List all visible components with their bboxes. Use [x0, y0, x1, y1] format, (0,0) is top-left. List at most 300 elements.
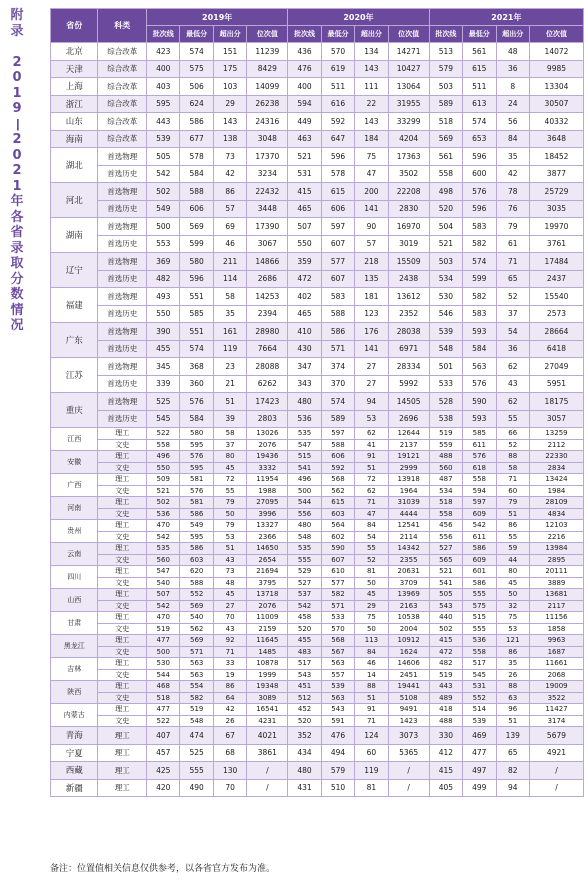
score-cell: 3877: [529, 165, 583, 183]
score-cell: 498: [429, 183, 462, 201]
score-cell: 71: [496, 253, 529, 271]
score-cell: 607: [321, 270, 354, 288]
score-cell: 84: [496, 130, 529, 148]
table-row: [51, 148, 584, 166]
score-cell: 586: [463, 577, 496, 589]
score-cell: 218: [355, 253, 388, 271]
score-cell: 477: [147, 635, 180, 647]
score-cell: 519: [147, 623, 180, 635]
score-cell: 502: [429, 623, 462, 635]
score-cell: 339: [147, 375, 180, 393]
score-cell: 521: [429, 566, 462, 578]
province-cell: 北京: [51, 43, 98, 61]
score-cell: 507: [288, 218, 321, 236]
score-cell: 615: [321, 497, 354, 509]
score-cell: /: [388, 779, 429, 797]
score-cell: 88: [496, 681, 529, 693]
score-cell: 476: [321, 727, 354, 745]
score-cell: 647: [321, 130, 354, 148]
subject-cell: 理工: [98, 635, 147, 647]
score-cell: 549: [180, 520, 213, 532]
score-cell: 114: [213, 270, 246, 288]
score-cell: 36: [496, 60, 529, 78]
score-cell: 488: [429, 715, 462, 727]
score-cell: 518: [147, 692, 180, 704]
score-cell: 480: [288, 393, 321, 411]
score-cell: 13984: [529, 543, 583, 555]
score-cell: 465: [288, 200, 321, 218]
table-row: [51, 589, 584, 601]
province-cell: 湖北: [51, 148, 98, 183]
score-cell: 20631: [388, 566, 429, 578]
score-cell: 60: [496, 485, 529, 497]
score-cell: 11156: [529, 612, 583, 624]
score-cell: 407: [147, 727, 180, 745]
score-cell: 519: [180, 704, 213, 716]
score-cell: 1687: [529, 646, 583, 658]
header-col: 批次线: [147, 26, 180, 43]
score-cell: 472: [429, 646, 462, 658]
score-cell: 581: [180, 497, 213, 509]
score-cell: 606: [321, 200, 354, 218]
score-cell: 35: [496, 148, 529, 166]
score-cell: 521: [429, 235, 462, 253]
subject-cell: 首选物理: [98, 183, 147, 201]
province-cell: 辽宁: [51, 253, 98, 288]
score-cell: 509: [147, 474, 180, 486]
score-cell: 507: [147, 589, 180, 601]
score-cell: 2654: [247, 554, 288, 566]
side-title-char: 0: [12, 70, 22, 85]
score-cell: 542: [147, 600, 180, 612]
score-cell: 22330: [529, 451, 583, 463]
score-cell: 94: [355, 393, 388, 411]
score-cell: 470: [147, 520, 180, 532]
header-col: 超出分: [213, 26, 246, 43]
score-cell: 143: [355, 60, 388, 78]
score-cell: 510: [321, 779, 354, 797]
score-cell: 410: [288, 323, 321, 341]
score-cell: 13026: [247, 428, 288, 440]
score-cell: 52: [496, 439, 529, 451]
score-cell: 544: [147, 669, 180, 681]
province-cell: 海南: [51, 130, 98, 148]
table-row: [51, 130, 584, 148]
score-cell: 51: [496, 508, 529, 520]
score-cell: 374: [321, 358, 354, 376]
header-col: 批次线: [429, 26, 462, 43]
header-col: 最低分: [180, 26, 213, 43]
score-cell: 3889: [529, 577, 583, 589]
score-cell: 10538: [388, 612, 429, 624]
score-cell: 13259: [529, 428, 583, 440]
header-col: 位次值: [247, 26, 288, 43]
score-cell: 550: [147, 462, 180, 474]
subject-cell: 首选历史: [98, 305, 147, 323]
score-cell: 539: [321, 681, 354, 693]
score-cell: 565: [429, 554, 462, 566]
subject-cell: 综合改革: [98, 60, 147, 78]
score-cell: 2216: [529, 531, 583, 543]
score-cell: 575: [180, 60, 213, 78]
table-row: [51, 43, 584, 61]
score-cell: 17363: [388, 148, 429, 166]
side-title-char: 2: [12, 132, 22, 147]
score-cell: 588: [321, 439, 354, 451]
score-cell: 22432: [247, 183, 288, 201]
score-cell: 2117: [529, 600, 583, 612]
score-cell: 539: [463, 715, 496, 727]
header-subject: 科类: [98, 9, 147, 43]
table-row: [51, 474, 584, 486]
score-cell: 73: [213, 566, 246, 578]
score-cell: 51: [213, 543, 246, 555]
score-cell: 2159: [247, 623, 288, 635]
side-title-char: 录: [10, 240, 24, 256]
score-cell: 576: [180, 485, 213, 497]
province-cell: 甘肃: [51, 612, 98, 635]
score-cell: 3996: [247, 508, 288, 520]
score-cell: 81: [355, 779, 388, 797]
score-cell: 593: [463, 323, 496, 341]
score-cell: 543: [288, 669, 321, 681]
score-cell: 476: [288, 60, 321, 78]
score-cell: 5951: [529, 375, 583, 393]
score-cell: 596: [321, 148, 354, 166]
table-row: [51, 762, 584, 780]
score-cell: 19: [213, 669, 246, 681]
subject-cell: 首选物理: [98, 253, 147, 271]
score-cell: 43: [496, 375, 529, 393]
score-cell: 211: [213, 253, 246, 271]
province-cell: 宁夏: [51, 744, 98, 762]
score-cell: 91: [355, 704, 388, 716]
score-cell: 519: [429, 428, 462, 440]
score-cell: 580: [180, 253, 213, 271]
score-cell: 343: [288, 375, 321, 393]
table-row: [51, 635, 584, 647]
province-cell: 福建: [51, 288, 98, 323]
province-cell: 吉林: [51, 658, 98, 681]
score-cell: 3048: [247, 130, 288, 148]
table-row: [51, 520, 584, 532]
score-cell: 2834: [529, 462, 583, 474]
table-row: [51, 270, 584, 288]
score-cell: 18452: [529, 148, 583, 166]
score-cell: 19436: [247, 451, 288, 463]
score-cell: 9985: [529, 60, 583, 78]
score-cell: 14505: [388, 393, 429, 411]
score-cell: 28038: [388, 323, 429, 341]
header-col: 批次线: [288, 26, 321, 43]
score-cell: 602: [321, 531, 354, 543]
score-cell: 14650: [247, 543, 288, 555]
score-cell: 43: [213, 623, 246, 635]
score-cell: 37: [496, 305, 529, 323]
score-cell: 64: [213, 692, 246, 704]
score-cell: 607: [321, 235, 354, 253]
score-cell: 497: [463, 762, 496, 780]
score-cell: 430: [288, 340, 321, 358]
score-cell: 595: [147, 95, 180, 113]
score-cell: 50: [355, 577, 388, 589]
score-cell: 2068: [529, 669, 583, 681]
score-cell: 569: [180, 218, 213, 236]
score-cell: 14606: [388, 658, 429, 670]
score-cell: 75: [496, 612, 529, 624]
score-cell: 13718: [247, 589, 288, 601]
table-row: [51, 727, 584, 745]
score-cell: 594: [288, 95, 321, 113]
score-cell: 4834: [529, 508, 583, 520]
score-cell: 35: [213, 305, 246, 323]
score-cell: 517: [463, 658, 496, 670]
score-cell: 3057: [529, 410, 583, 428]
score-cell: 520: [288, 623, 321, 635]
header-col: 位次值: [529, 26, 583, 43]
score-cell: 27: [355, 358, 388, 376]
table-row: [51, 543, 584, 555]
score-cell: 585: [180, 305, 213, 323]
score-cell: 603: [321, 508, 354, 520]
score-cell: 551: [180, 323, 213, 341]
score-cell: 522: [147, 715, 180, 727]
score-cell: 611: [463, 531, 496, 543]
score-cell: 10878: [247, 658, 288, 670]
score-cell: 586: [180, 508, 213, 520]
score-cell: 517: [288, 658, 321, 670]
score-cell: 515: [288, 451, 321, 463]
score-cell: 511: [321, 78, 354, 96]
score-cell: 547: [147, 566, 180, 578]
score-cell: 590: [463, 393, 496, 411]
score-cell: 151: [213, 43, 246, 61]
score-cell: 62: [355, 428, 388, 440]
score-cell: 3861: [247, 744, 288, 762]
subject-cell: 理工: [98, 681, 147, 693]
score-cell: 574: [463, 253, 496, 271]
score-cell: 563: [463, 358, 496, 376]
subject-cell: 理工: [98, 474, 147, 486]
subject-cell: 文史: [98, 508, 147, 520]
table-row: [51, 462, 584, 474]
score-cell: 11009: [247, 612, 288, 624]
subject-cell: 理工: [98, 589, 147, 601]
score-cell: 503: [429, 78, 462, 96]
subject-cell: 文史: [98, 462, 147, 474]
score-cell: 563: [321, 692, 354, 704]
score-cell: 530: [429, 288, 462, 306]
score-cell: 586: [180, 543, 213, 555]
score-cell: 588: [321, 305, 354, 323]
score-cell: 5108: [388, 692, 429, 704]
score-cell: 3067: [247, 235, 288, 253]
score-cell: 72: [355, 474, 388, 486]
score-cell: 2573: [529, 305, 583, 323]
score-cell: 558: [429, 508, 462, 520]
table-row: [51, 95, 584, 113]
score-cell: 200: [355, 183, 388, 201]
score-cell: 11427: [529, 704, 583, 716]
score-cell: 610: [321, 566, 354, 578]
score-cell: 431: [288, 779, 321, 797]
score-cell: 175: [213, 60, 246, 78]
score-cell: 43: [213, 554, 246, 566]
subject-cell: 理工: [98, 727, 147, 745]
score-cell: 496: [147, 451, 180, 463]
score-cell: 103: [213, 78, 246, 96]
score-cell: 493: [147, 288, 180, 306]
side-title-char: —: [9, 117, 25, 131]
score-cell: 571: [180, 646, 213, 658]
score-cell: 57: [355, 235, 388, 253]
score-cell: 2004: [388, 623, 429, 635]
score-cell: 176: [355, 323, 388, 341]
score-cell: 79: [213, 520, 246, 532]
province-cell: 广东: [51, 323, 98, 358]
score-cell: 443: [429, 681, 462, 693]
score-cell: 2137: [388, 439, 429, 451]
subject-cell: 理工: [98, 566, 147, 578]
score-cell: 5992: [388, 375, 429, 393]
side-title-char: 2: [12, 54, 22, 70]
score-cell: 596: [463, 148, 496, 166]
score-cell: 6418: [529, 340, 583, 358]
score-cell: 53: [496, 623, 529, 635]
score-cell: 14271: [388, 43, 429, 61]
subject-cell: 综合改革: [98, 130, 147, 148]
score-cell: 536: [463, 635, 496, 647]
score-cell: 124: [355, 727, 388, 745]
score-cell: 552: [463, 692, 496, 704]
score-cell: 2686: [247, 270, 288, 288]
score-cell: 472: [288, 270, 321, 288]
score-cell: 496: [288, 474, 321, 486]
side-title-char: [6, 39, 28, 55]
score-cell: 400: [288, 78, 321, 96]
score-cell: 119: [355, 762, 388, 780]
table-row: [51, 235, 584, 253]
score-cell: 596: [180, 270, 213, 288]
table-row: [51, 681, 584, 693]
score-cell: 575: [463, 600, 496, 612]
score-cell: 50: [355, 623, 388, 635]
score-cell: 11954: [247, 474, 288, 486]
score-cell: 531: [288, 165, 321, 183]
score-cell: 452: [288, 704, 321, 716]
score-cell: 2437: [529, 270, 583, 288]
score-cell: 584: [180, 410, 213, 428]
score-cell: 11645: [247, 635, 288, 647]
side-title-char: 1: [12, 85, 22, 101]
subject-cell: 首选物理: [98, 148, 147, 166]
score-cell: 138: [213, 130, 246, 148]
score-cell: 412: [429, 744, 462, 762]
score-cell: 3332: [247, 462, 288, 474]
score-cell: 589: [321, 410, 354, 428]
subject-cell: 理工: [98, 612, 147, 624]
score-cell: 2394: [247, 305, 288, 323]
score-cell: 616: [321, 95, 354, 113]
score-cell: 477: [463, 744, 496, 762]
score-cell: 531: [463, 681, 496, 693]
table-row: [51, 577, 584, 589]
score-cell: 489: [429, 692, 462, 704]
score-cell: 556: [429, 531, 462, 543]
score-cell: 2163: [388, 600, 429, 612]
score-cell: 477: [147, 704, 180, 716]
side-title-char: 录: [10, 23, 24, 39]
subject-cell: 理工: [98, 658, 147, 670]
score-cell: 487: [429, 474, 462, 486]
score-cell: 533: [321, 612, 354, 624]
subject-cell: 理工: [98, 704, 147, 716]
score-cell: 121: [496, 635, 529, 647]
score-cell: 677: [180, 130, 213, 148]
score-cell: 62: [355, 485, 388, 497]
table-row: [51, 658, 584, 670]
score-cell: 45: [355, 589, 388, 601]
score-cell: 594: [463, 485, 496, 497]
score-cell: 574: [180, 43, 213, 61]
score-cell: 45: [213, 589, 246, 601]
score-cell: 579: [429, 60, 462, 78]
province-cell: 青海: [51, 727, 98, 745]
score-cell: 595: [180, 439, 213, 451]
score-cell: 96: [496, 704, 529, 716]
score-cell: 28088: [247, 358, 288, 376]
score-cell: 400: [147, 60, 180, 78]
score-cell: 2803: [247, 410, 288, 428]
score-cell: 39: [213, 410, 246, 428]
score-cell: 542: [463, 520, 496, 532]
subject-cell: 首选历史: [98, 340, 147, 358]
score-cell: 51: [355, 462, 388, 474]
subject-cell: 首选物理: [98, 393, 147, 411]
score-cell: 597: [463, 497, 496, 509]
score-cell: 541: [288, 462, 321, 474]
score-cell: 66: [496, 428, 529, 440]
table-row: [51, 113, 584, 131]
score-cell: 615: [463, 60, 496, 78]
score-cell: 184: [355, 130, 388, 148]
score-cell: 59: [496, 543, 529, 555]
subject-cell: 综合改革: [98, 43, 147, 61]
score-cell: 4204: [388, 130, 429, 148]
score-cell: 12644: [388, 428, 429, 440]
score-cell: 92: [213, 635, 246, 647]
subject-cell: 首选历史: [98, 235, 147, 253]
score-cell: 22: [355, 95, 388, 113]
score-cell: 534: [429, 270, 462, 288]
score-cell: 14342: [388, 543, 429, 555]
score-cell: 55: [213, 485, 246, 497]
table-row: [51, 554, 584, 566]
table-row: [51, 669, 584, 681]
score-cell: 345: [147, 358, 180, 376]
province-cell: 江西: [51, 428, 98, 451]
table-row: [51, 508, 584, 520]
score-cell: 24316: [247, 113, 288, 131]
score-cell: 28109: [529, 497, 583, 509]
score-cell: 69: [213, 218, 246, 236]
table-row: [51, 200, 584, 218]
header-row-years: [51, 9, 584, 26]
score-cell: 549: [147, 200, 180, 218]
score-cell: 5365: [388, 744, 429, 762]
table-row: [51, 60, 584, 78]
score-cell: 141: [355, 200, 388, 218]
